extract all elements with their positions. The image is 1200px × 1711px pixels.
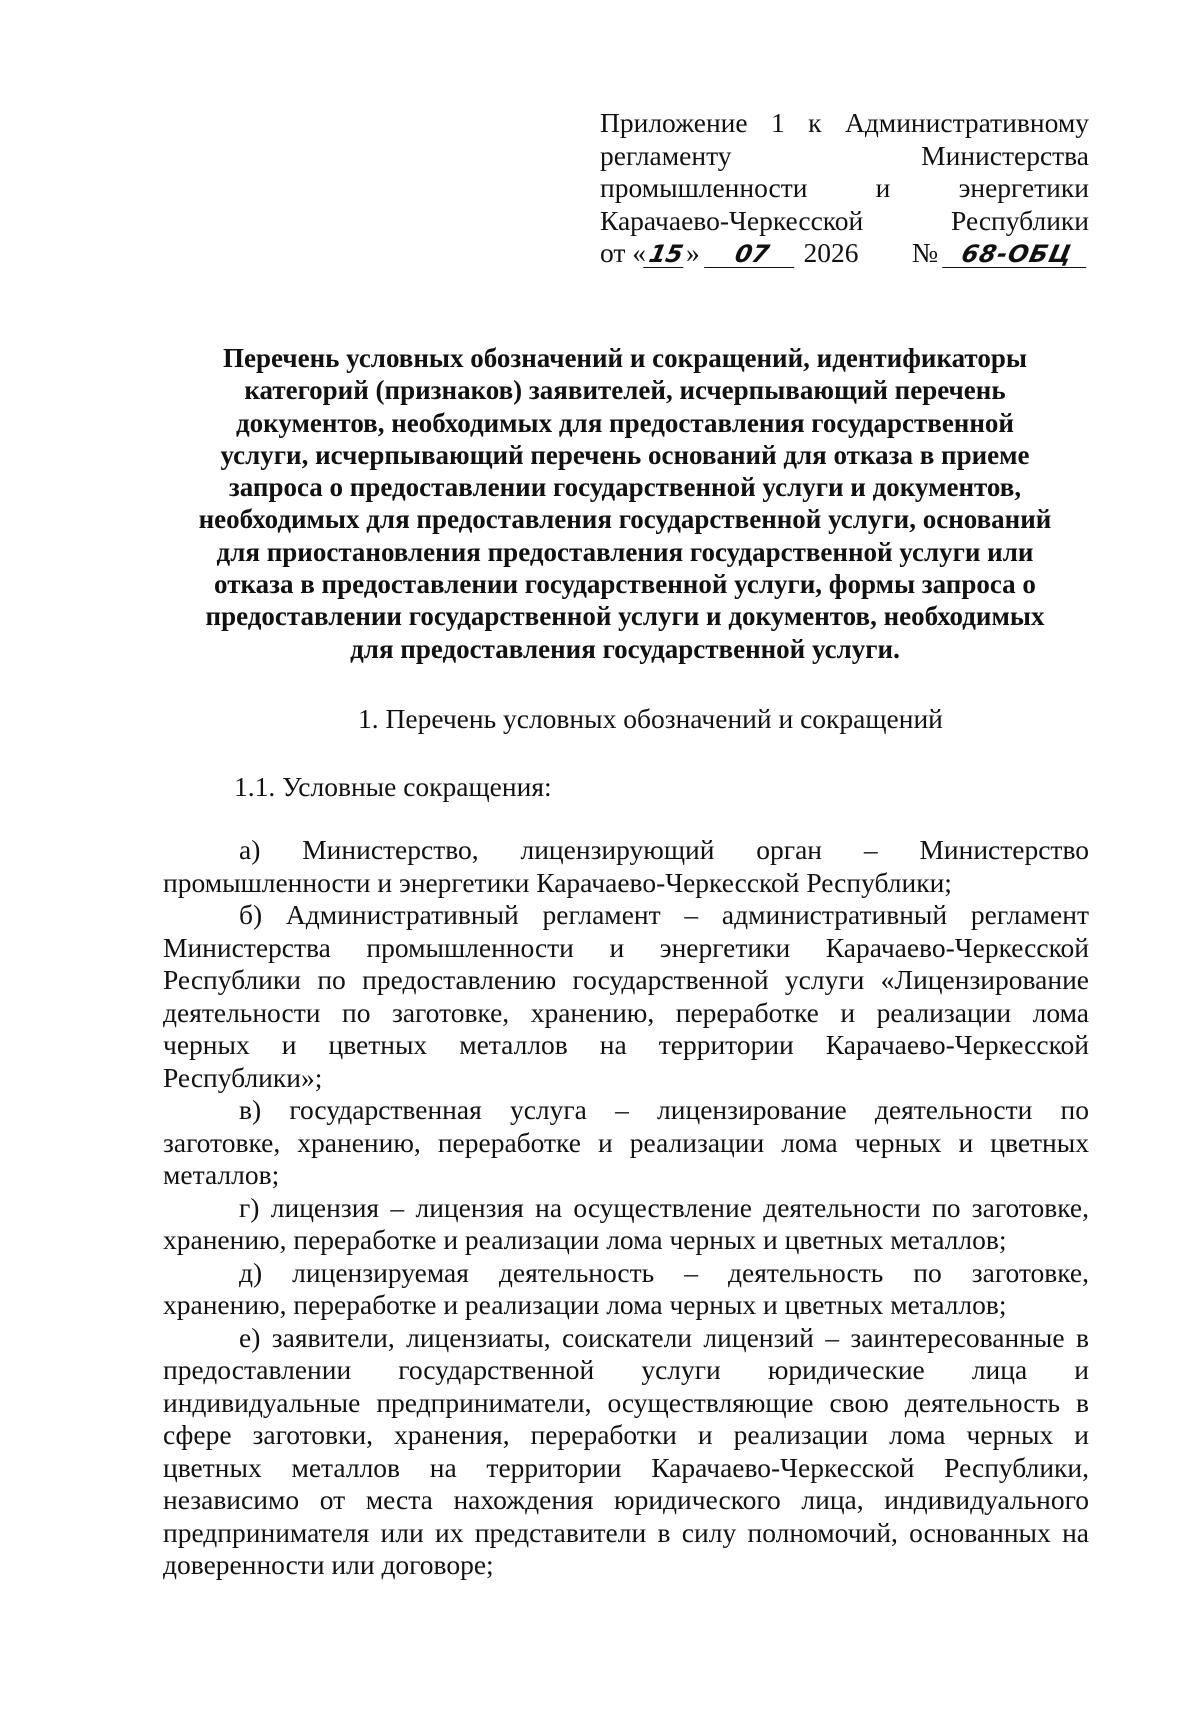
- paragraph-line: б) Административный регламент – административный регламент: [239, 899, 1089, 930]
- definitions-list: [163, 834, 1089, 1582]
- handwritten-day: 15: [643, 241, 689, 268]
- paragraph-line: предоставлении государственной услуги юридические лица и: [163, 1354, 1089, 1385]
- header-line-3: промышленности и энергетики: [600, 172, 1089, 203]
- paragraph-line: черных и цветных металлов на территории Карачаево-Черкесской: [163, 1029, 1089, 1060]
- paragraph-line: независимо от места нахождения юридического лица, индивидуального: [163, 1484, 1089, 1515]
- title-line: необходимых для предоставления государственной услуги, оснований: [198, 504, 1052, 535]
- handwritten-number: 68-ОБЦ: [942, 241, 1092, 268]
- header-line-1: Приложение 1 к Административному: [600, 107, 1089, 138]
- title-line: услуги, исчерпывающий перечень оснований для отказа в приеме: [220, 439, 1030, 470]
- document-number: № 68-ОБЦ: [912, 237, 1089, 270]
- paragraph-line: металлов;: [163, 1159, 280, 1190]
- header-date-line: [600, 237, 1089, 270]
- subsection-heading: 1.1. Условные сокращения:: [234, 771, 552, 802]
- section-heading: 1. Перечень условных обозначений и сокращений: [358, 703, 943, 734]
- paragraph-line: Республики по предоставлению государственной услуги «Лицензирование: [163, 964, 1089, 995]
- paragraph-line: индивидуальные предприниматели, осуществляющие свою деятельность в: [163, 1386, 1089, 1418]
- title-line: запроса о предоставлении государственной услуги и документов,: [228, 472, 1022, 503]
- title-line: для приостановления предоставления государственной услуги или: [216, 536, 1034, 567]
- paragraph-line: е) заявители, лицензиаты, соискатели лицензий – заинтересованные в: [239, 1321, 1089, 1353]
- paragraph-line: предпринимателя или их представители в силу полномочий, основанных на: [163, 1516, 1089, 1548]
- paragraph-line: хранению, переработке и реализации лома черных и цветных металлов;: [163, 1224, 1007, 1255]
- title-line: предоставлении государственной услуги и документов, необходимых: [205, 601, 1045, 632]
- paragraph-line: д) лицензируемая деятельность – деятельность по заготовке,: [239, 1256, 1089, 1288]
- header-line-4: Карачаево-Черкесской Республики: [600, 204, 1089, 236]
- title-line: документов, необходимых для предоставления государственной: [236, 407, 1014, 438]
- title-line: отказа в предоставлении государственной услуги, формы запроса о: [214, 569, 1036, 600]
- paragraph-line: Министерства промышленности и энергетики Карачаево-Черкесской: [163, 931, 1089, 963]
- header-line-2: регламенту Министерства: [600, 139, 1089, 171]
- document-date: от «15» 07 2026: [600, 237, 859, 268]
- paragraph-line: а) Министерство, лицензирующий орган – Министерство: [239, 834, 1089, 865]
- title-line: категорий (признаков) заявителей, исчерпывающий перечень: [244, 375, 1006, 406]
- paragraph-line: г) лицензия – лицензия на осуществление деятельности по заготовке,: [239, 1191, 1089, 1223]
- paragraph-line: заготовке, хранению, переработке и реализации лома черных и цветных: [163, 1126, 1089, 1158]
- paragraph-line: сфере заготовки, хранения, переработки и реализации лома черных и: [163, 1419, 1089, 1450]
- paragraph-line: цветных металлов на территории Карачаево-Черкесской Республики,: [163, 1451, 1089, 1483]
- paragraph-line: хранению, переработке и реализации лома черных и цветных металлов;: [163, 1289, 1007, 1320]
- paragraph-line: в) государственная услуга – лицензирование деятельности по: [239, 1094, 1089, 1125]
- paragraph-line: Республики»;: [163, 1061, 323, 1093]
- handwritten-month: 07: [704, 241, 800, 268]
- paragraph-line: доверенности или договоре;: [163, 1549, 494, 1580]
- appendix-header: [600, 107, 1089, 270]
- paragraph-line: деятельности по заготовке, хранению, переработке и реализации лома: [163, 996, 1089, 1028]
- title-line: для предоставления государственной услуги.: [350, 633, 900, 664]
- paragraph-line: промышленности и энергетики Карачаево-Черкесской Республики;: [163, 866, 952, 898]
- title-line: Перечень условных обозначений и сокращений, идентификаторы: [223, 343, 1027, 373]
- document-title: [160, 342, 1090, 665]
